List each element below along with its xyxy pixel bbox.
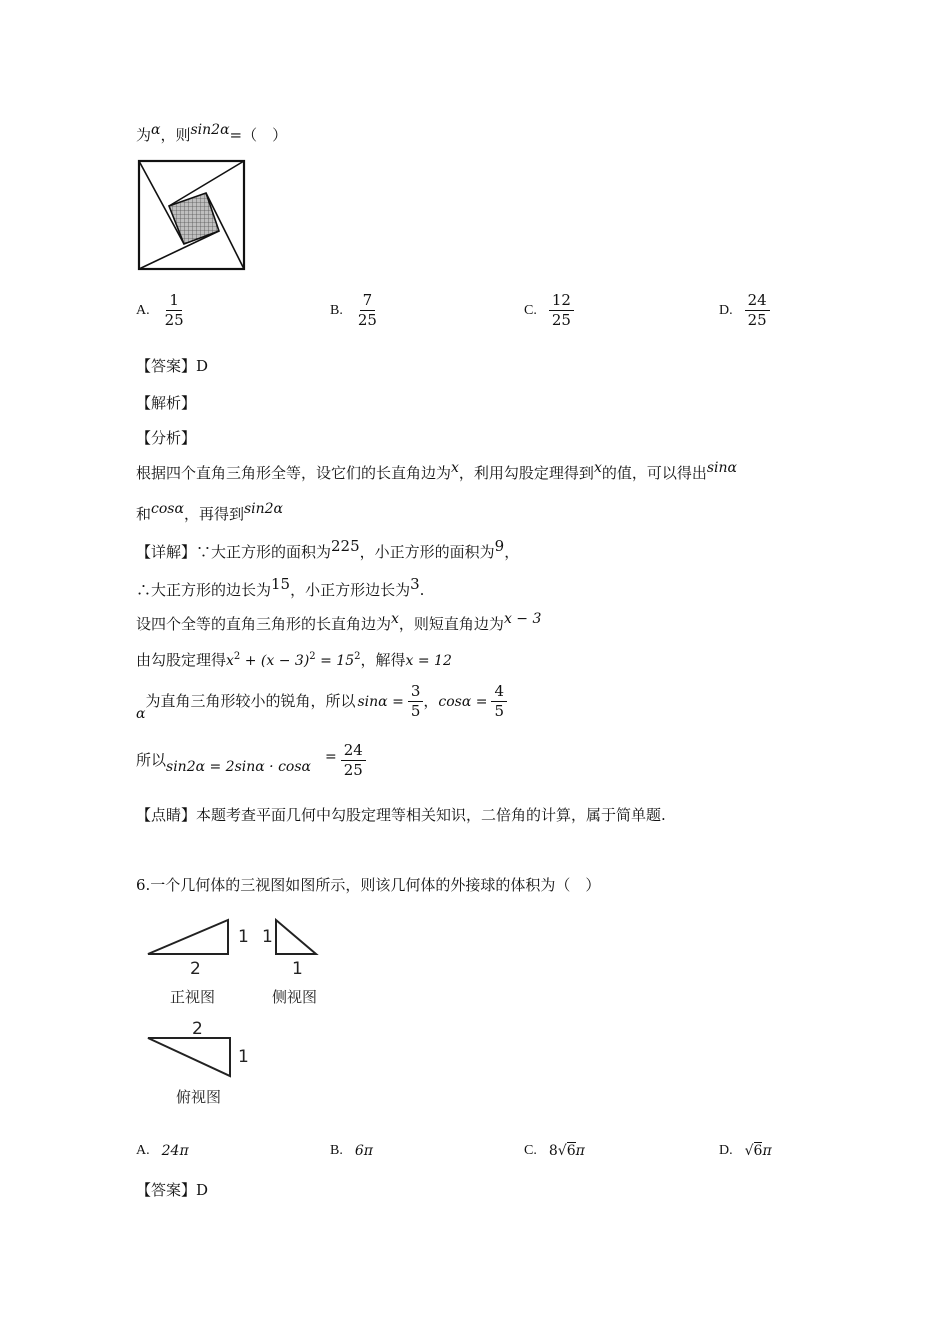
q5-stem [136,122,288,144]
q5-alpha: α [151,122,161,138]
top-view-label: 俯视图 [176,1088,222,1106]
top-view-side: 1 [238,1047,249,1067]
q5-option-c-frac: $\frac{12}{25}$ [549,293,574,328]
q5-stem-mid: ，则 [160,126,191,144]
side-view [262,912,342,1010]
front-view-label: 正视图 [170,988,216,1006]
q5-set-line: 设四个全等的直角三角形的长直角边为x，则短直角边为x − 3 [136,611,542,633]
q5-option-a-frac: $\frac{1}{25}$ [164,291,184,329]
top-view [140,1018,260,1110]
q5-jiexi-heading: 【解析】 [136,394,197,412]
final-frac: $\frac{24}{25}$ [341,743,366,778]
q5-option-c-label: C. [524,302,537,318]
sin-alpha-frac: $\frac{3}{5}$ [408,684,424,719]
q5-analysis-line-1: 根据四个直角三角形全等，设它们的长直角边为x，利用勾股定理得到x的值，可以得出sinα [136,460,737,482]
q5-option-b-frac: $\frac{7}{25}$ [357,291,377,329]
q6-answer: 【答案】D [136,1181,209,1199]
side-view-base: 1 [292,959,303,979]
q6-option-c-value: 8√6π [548,1143,585,1159]
q5-sin2a: sin2α [190,122,230,138]
q5-detail-line: 【详解】∵大正方形的面积为225，小正方形的面积为9， [136,537,520,561]
q6-option-d[interactable]: D. √6π [719,1143,772,1159]
q5-option-a-label: A. [136,302,150,318]
pinwheel-figure [136,158,248,272]
front-view-height: 1 [238,927,249,947]
q6-option-d-value: √6π [744,1143,772,1159]
q6-option-a[interactable]: A. 24π [136,1143,189,1159]
cos-alpha-frac: $\frac{4}{5}$ [491,684,507,719]
q5-alpha-line: α 为直角三角形较小的锐角，所以 sinα = $\frac{3}{5}$ ， cosα = $\frac{4}{5}$ [136,684,507,719]
q5-pythagoras-line: 由勾股定理得$x^2 + (x - 3)^2 = 15^2$，解得x = 12 [136,651,452,669]
q5-comment: 【点睛】本题考查平面几何中勾股定理等相关知识，二倍角的计算，属于简单题. [136,806,666,824]
top-view-top: 2 [192,1019,203,1039]
q5-option-a[interactable] [136,293,187,328]
front-view-base: 2 [190,959,201,979]
q5-eq-paren: =（ ） [229,126,288,144]
side-view-label: 侧视图 [272,988,318,1006]
q6-option-b-value: 6π [354,1143,373,1159]
q6-option-a-value: 24π [161,1143,189,1159]
q5-answer: 【答案】D [136,357,209,375]
q5-option-d-label: D. [719,302,733,318]
front-view [140,912,260,1010]
q5-therefore-line: ∴大正方形的边长为15，小正方形边长为3. [136,575,425,599]
q5-option-d-frac: $\frac{24}{25}$ [745,293,770,328]
q5-final-line: 所以 sin2α = 2sinα · cosα = $\frac{24}{25}$ [136,743,366,778]
pinwheel-line-4 [139,231,219,269]
side-view-height: 1 [262,927,273,947]
q5-fenxi-heading: 【分析】 [136,429,197,447]
q6-stem: 6.一个几何体的三视图如图所示，则该几何体的外接球的体积为（ ） [136,876,601,894]
q5-option-c[interactable] [524,293,574,328]
q5-stem-prefix: 为 [136,126,152,144]
q5-analysis-line-2: 和cosα，再得到sin2α [136,501,283,523]
q5-option-d[interactable] [719,293,770,328]
q6-option-b[interactable]: B. 6π [330,1143,373,1159]
q5-option-b-label: B. [330,302,343,318]
q6-option-c[interactable]: C. 8√6π [524,1143,585,1159]
q5-option-b[interactable] [330,293,380,328]
